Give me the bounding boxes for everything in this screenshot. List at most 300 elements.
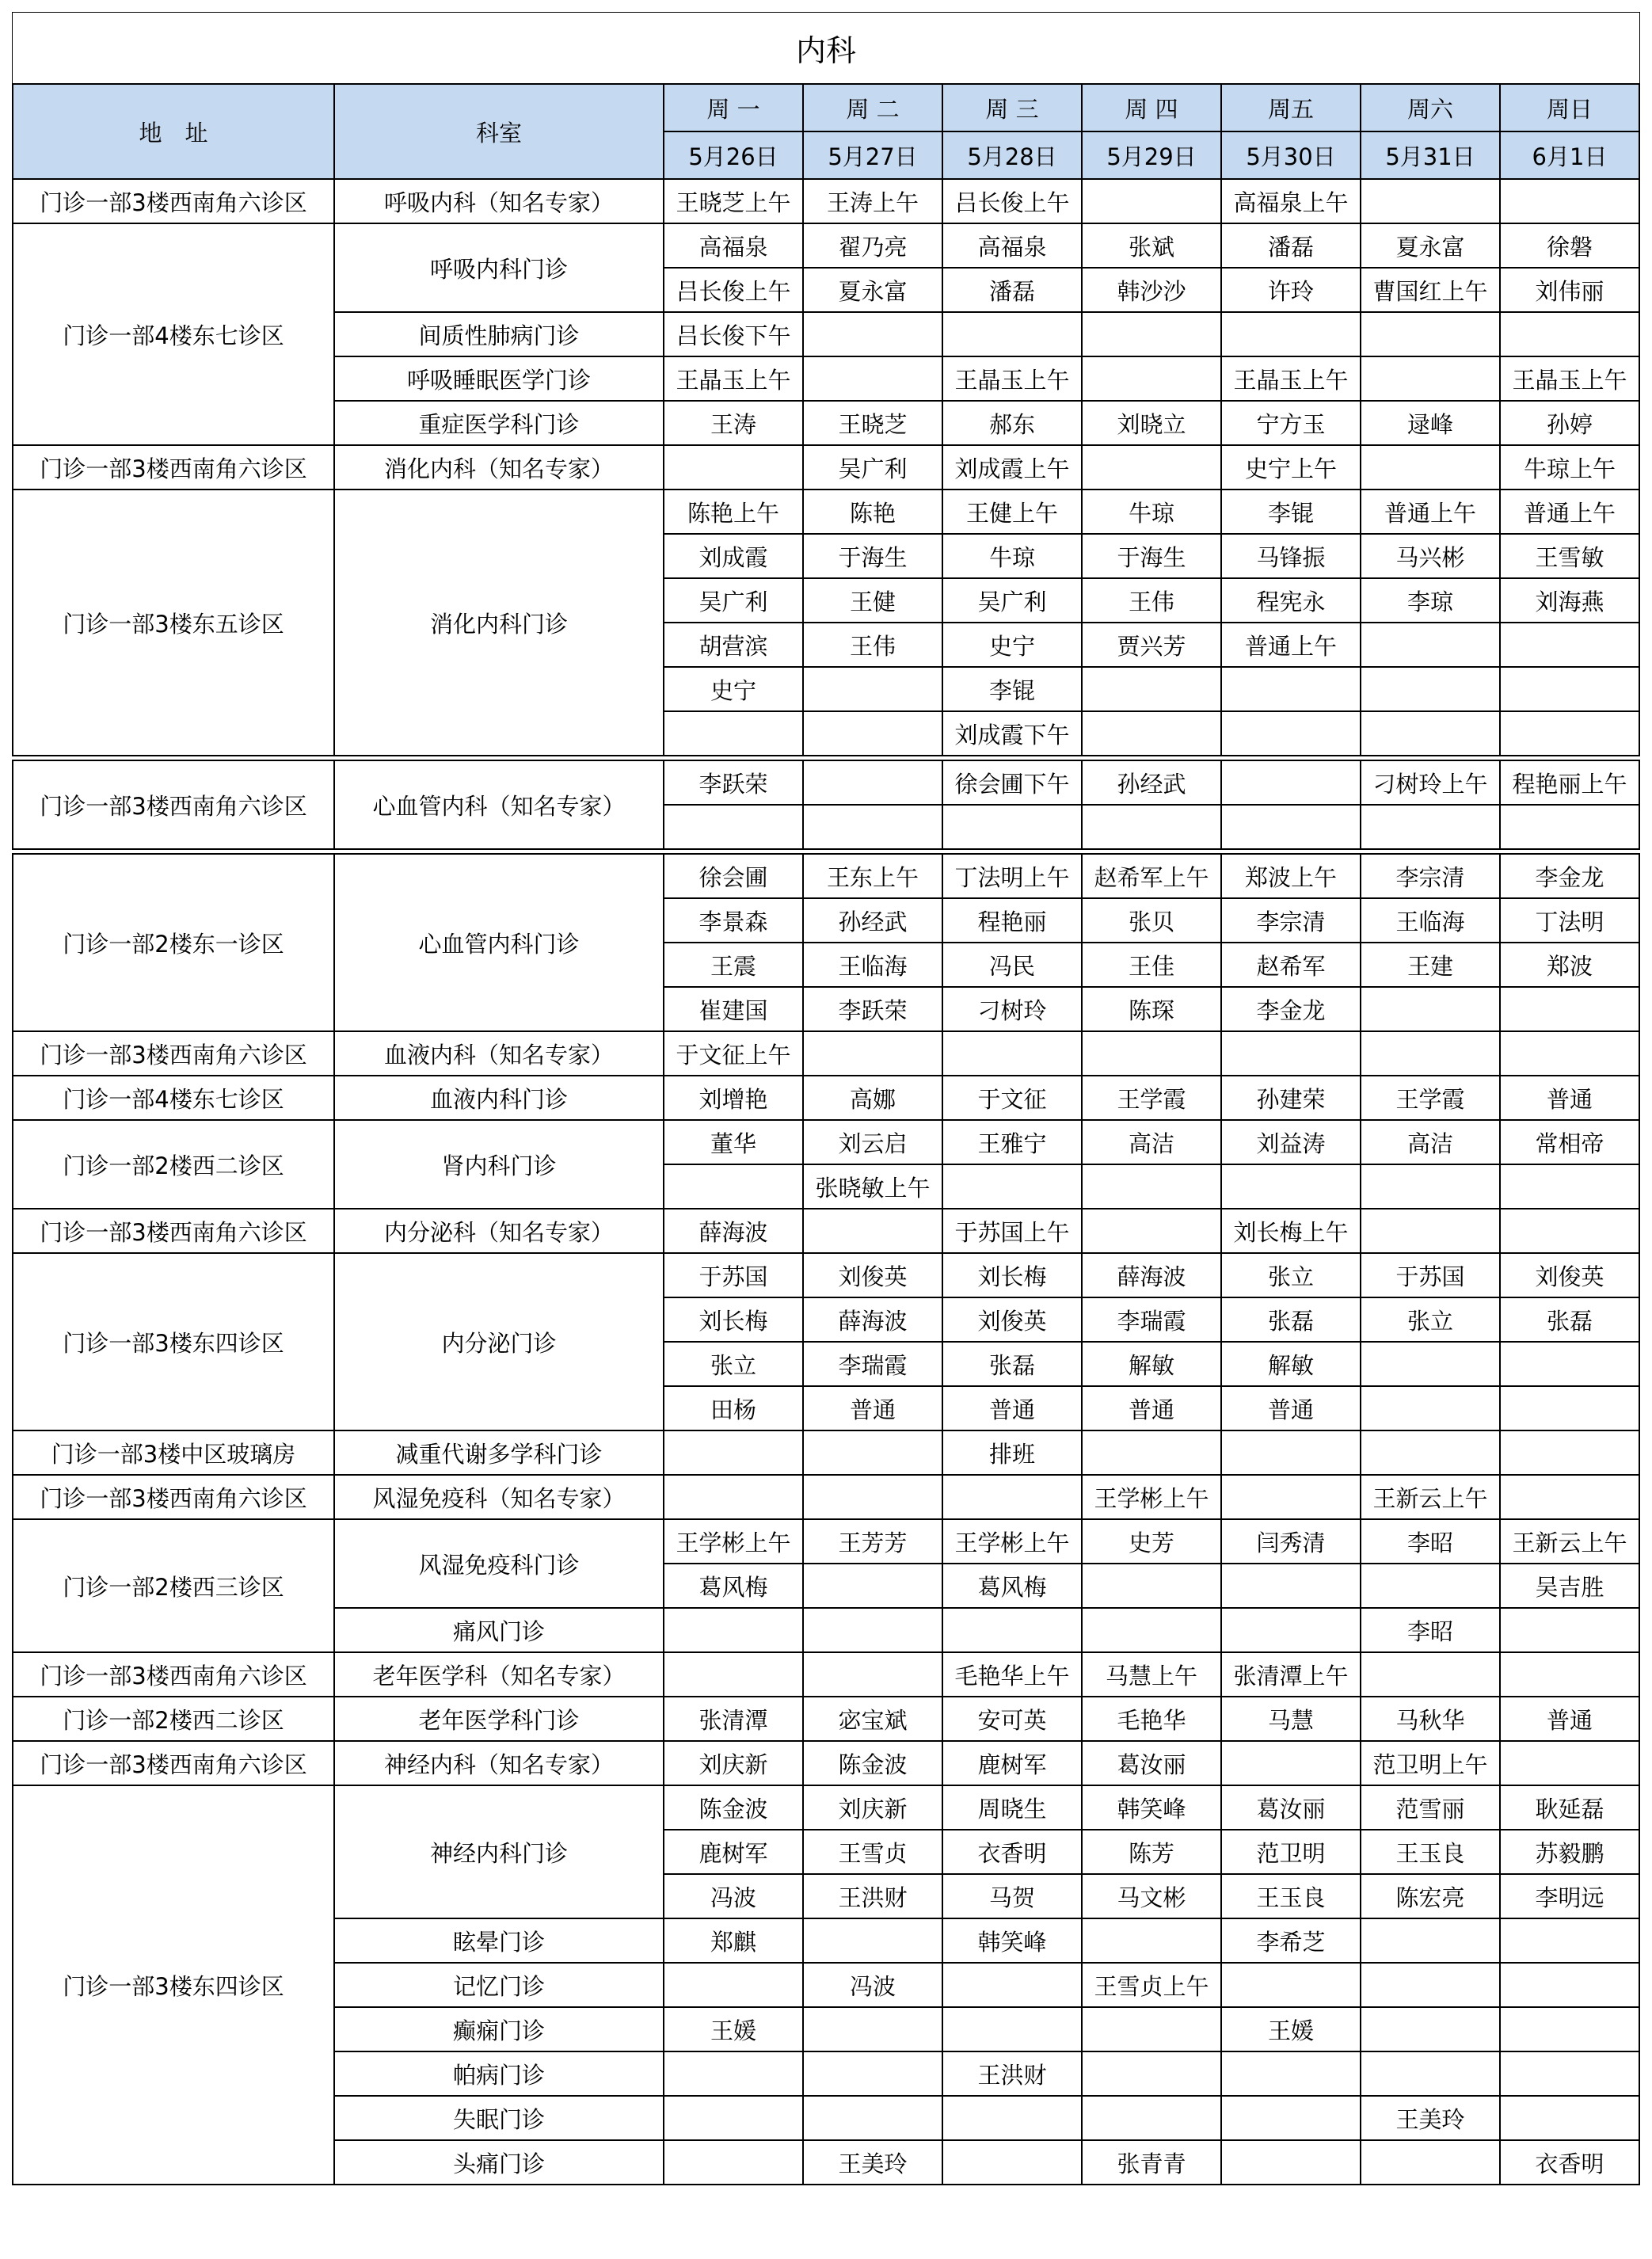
department-cell: 减重代谢多学科门诊 bbox=[334, 1430, 664, 1475]
doctor-cell: 常相帝 bbox=[1500, 1120, 1639, 1164]
doctor-cell: 逯峰 bbox=[1361, 401, 1500, 445]
weekday-header: 周五 bbox=[1221, 84, 1361, 131]
doctor-cell bbox=[803, 711, 942, 756]
doctor-cell: 孙经武 bbox=[1082, 760, 1221, 805]
doctor-cell: 刁树玲 bbox=[942, 987, 1082, 1031]
doctor-cell bbox=[1221, 711, 1361, 756]
doctor-cell: 刘俊英 bbox=[1500, 1253, 1639, 1297]
doctor-cell: 毛艳华 bbox=[1082, 1697, 1221, 1741]
doctor-cell: 王晶玉上午 bbox=[1221, 356, 1361, 401]
doctor-cell bbox=[1361, 711, 1500, 756]
doctor-cell bbox=[664, 1430, 803, 1475]
doctor-cell: 刘成霞上午 bbox=[942, 445, 1082, 490]
address-cell: 门诊一部3楼西南角六诊区 bbox=[13, 1031, 334, 1076]
doctor-cell: 史宁 bbox=[664, 667, 803, 711]
doctor-cell bbox=[1361, 1342, 1500, 1386]
doctor-cell: 郝东 bbox=[942, 401, 1082, 445]
doctor-cell: 马锋振 bbox=[1221, 534, 1361, 578]
doctor-cell: 高洁 bbox=[1361, 1120, 1500, 1164]
doctor-cell bbox=[803, 2051, 942, 2096]
doctor-cell bbox=[942, 1164, 1082, 1209]
department-cell: 重症医学科门诊 bbox=[334, 401, 664, 445]
doctor-cell: 陈金波 bbox=[803, 1741, 942, 1785]
doctor-cell: 刘增艳 bbox=[664, 1076, 803, 1120]
doctor-cell: 刘海燕 bbox=[1500, 578, 1639, 623]
table-row bbox=[13, 1697, 1639, 1741]
doctor-cell: 张磊 bbox=[1500, 1297, 1639, 1342]
doctor-cell: 薛海波 bbox=[803, 1297, 942, 1342]
doctor-cell: 于文征 bbox=[942, 1076, 1082, 1120]
doctor-cell bbox=[664, 805, 803, 849]
doctor-cell bbox=[1361, 1652, 1500, 1697]
doctor-cell bbox=[664, 2096, 803, 2140]
address-cell: 门诊一部3楼西南角六诊区 bbox=[13, 445, 334, 490]
doctor-cell: 王玉良 bbox=[1361, 1830, 1500, 1874]
doctor-cell: 马慧 bbox=[1221, 1697, 1361, 1741]
doctor-cell bbox=[1082, 445, 1221, 490]
doctor-cell bbox=[1500, 2007, 1639, 2051]
doctor-cell bbox=[803, 356, 942, 401]
doctor-cell: 高洁 bbox=[1082, 1120, 1221, 1164]
doctor-cell bbox=[942, 312, 1082, 356]
doctor-cell: 宓宝斌 bbox=[803, 1697, 942, 1741]
doctor-cell: 潘磊 bbox=[1221, 223, 1361, 268]
table-row bbox=[13, 1519, 1639, 1564]
doctor-cell: 王芳芳 bbox=[803, 1519, 942, 1564]
doctor-cell: 吴吉胜 bbox=[1500, 1564, 1639, 1608]
doctor-cell bbox=[1361, 1164, 1500, 1209]
doctor-cell: 翟乃亮 bbox=[803, 223, 942, 268]
department-cell: 老年医学科门诊 bbox=[334, 1697, 664, 1741]
doctor-cell: 王学霞 bbox=[1082, 1076, 1221, 1120]
doctor-cell bbox=[1361, 805, 1500, 849]
doctor-cell: 孙婷 bbox=[1500, 401, 1639, 445]
doctor-cell bbox=[1361, 1209, 1500, 1253]
doctor-cell bbox=[803, 1209, 942, 1253]
doctor-cell: 贾兴芳 bbox=[1082, 623, 1221, 667]
doctor-cell bbox=[803, 2007, 942, 2051]
doctor-cell: 王学彬上午 bbox=[664, 1519, 803, 1564]
doctor-cell bbox=[1500, 1031, 1639, 1076]
doctor-cell: 高福泉 bbox=[942, 223, 1082, 268]
weekday-row bbox=[13, 84, 1639, 131]
table-row bbox=[13, 1031, 1639, 1076]
doctor-cell: 李琼 bbox=[1361, 578, 1500, 623]
weekday-header: 周 二 bbox=[803, 84, 942, 131]
department-cell: 心血管内科门诊 bbox=[334, 854, 664, 1031]
doctor-cell bbox=[942, 2007, 1082, 2051]
doctor-cell: 于文征上午 bbox=[664, 1031, 803, 1076]
doctor-cell bbox=[1500, 1164, 1639, 1209]
doctor-cell: 鹿树军 bbox=[664, 1830, 803, 1874]
doctor-cell: 刘云启 bbox=[803, 1120, 942, 1164]
doctor-cell bbox=[1361, 1564, 1500, 1608]
department-cell: 痛风门诊 bbox=[334, 1608, 664, 1652]
doctor-cell bbox=[1361, 1918, 1500, 1963]
doctor-cell: 于苏国 bbox=[1361, 1253, 1500, 1297]
weekday-header: 周六 bbox=[1361, 84, 1500, 131]
doctor-cell bbox=[664, 445, 803, 490]
doctor-cell: 马兴彬 bbox=[1361, 534, 1500, 578]
doctor-cell bbox=[1500, 179, 1639, 223]
doctor-cell: 张青青 bbox=[1082, 2140, 1221, 2185]
department-cell: 血液内科（知名专家） bbox=[334, 1031, 664, 1076]
table-row bbox=[13, 1120, 1639, 1164]
doctor-cell: 韩沙沙 bbox=[1082, 268, 1221, 312]
doctor-cell bbox=[1221, 1963, 1361, 2007]
doctor-cell bbox=[1221, 1031, 1361, 1076]
doctor-cell: 刘长梅上午 bbox=[1221, 1209, 1361, 1253]
schedule-body bbox=[13, 179, 1639, 2185]
doctor-cell bbox=[1500, 2096, 1639, 2140]
doctor-cell: 范卫明 bbox=[1221, 1830, 1361, 1874]
doctor-cell: 刘伟丽 bbox=[1500, 268, 1639, 312]
department-cell: 间质性肺病门诊 bbox=[334, 312, 664, 356]
department-cell: 神经内科门诊 bbox=[334, 1785, 664, 1918]
doctor-cell bbox=[664, 1475, 803, 1519]
table-row bbox=[13, 179, 1639, 223]
doctor-cell: 解敏 bbox=[1221, 1342, 1361, 1386]
doctor-cell: 郑波上午 bbox=[1221, 854, 1361, 898]
table-row bbox=[13, 1253, 1639, 1297]
address-cell: 门诊一部2楼西二诊区 bbox=[13, 1120, 334, 1209]
doctor-cell: 王美玲 bbox=[803, 2140, 942, 2185]
table-row bbox=[13, 1652, 1639, 1697]
table-row bbox=[13, 1475, 1639, 1519]
date-header: 5月29日 bbox=[1082, 131, 1221, 179]
doctor-cell bbox=[1500, 1608, 1639, 1652]
doctor-cell: 张清潭上午 bbox=[1221, 1652, 1361, 1697]
doctor-cell bbox=[1500, 312, 1639, 356]
doctor-cell bbox=[1082, 2051, 1221, 2096]
doctor-cell bbox=[1221, 1430, 1361, 1475]
doctor-cell: 李宗清 bbox=[1221, 898, 1361, 943]
doctor-cell bbox=[1082, 1209, 1221, 1253]
doctor-cell: 牛琼 bbox=[942, 534, 1082, 578]
doctor-cell: 王学霞 bbox=[1361, 1076, 1500, 1120]
doctor-cell: 李跃荣 bbox=[664, 760, 803, 805]
doctor-cell: 王佳 bbox=[1082, 943, 1221, 987]
doctor-cell bbox=[1221, 1164, 1361, 1209]
doctor-cell: 马文彬 bbox=[1082, 1874, 1221, 1918]
table-row bbox=[13, 1430, 1639, 1475]
doctor-cell: 王健上午 bbox=[942, 490, 1082, 534]
doctor-cell: 王晶玉上午 bbox=[664, 356, 803, 401]
doctor-cell: 葛汝丽 bbox=[1221, 1785, 1361, 1830]
doctor-cell: 张磊 bbox=[1221, 1297, 1361, 1342]
doctor-cell: 王晶玉上午 bbox=[1500, 356, 1639, 401]
doctor-cell: 赵希军 bbox=[1221, 943, 1361, 987]
doctor-cell: 葛汝丽 bbox=[1082, 1741, 1221, 1785]
doctor-cell: 鹿树军 bbox=[942, 1741, 1082, 1785]
doctor-cell: 刘长梅 bbox=[664, 1297, 803, 1342]
doctor-cell: 于海生 bbox=[1082, 534, 1221, 578]
doctor-cell bbox=[942, 1475, 1082, 1519]
doctor-cell: 宁方玉 bbox=[1221, 401, 1361, 445]
doctor-cell: 普通 bbox=[942, 1386, 1082, 1430]
doctor-cell bbox=[1361, 1430, 1500, 1475]
doctor-cell: 李金龙 bbox=[1500, 854, 1639, 898]
doctor-cell: 史芳 bbox=[1082, 1519, 1221, 1564]
doctor-cell: 毛艳华上午 bbox=[942, 1652, 1082, 1697]
table-row bbox=[13, 1209, 1639, 1253]
doctor-cell bbox=[803, 1430, 942, 1475]
date-header: 6月1日 bbox=[1500, 131, 1639, 179]
doctor-cell bbox=[1082, 1564, 1221, 1608]
doctor-cell bbox=[1221, 805, 1361, 849]
doctor-cell: 陈艳上午 bbox=[664, 490, 803, 534]
doctor-cell: 马慧上午 bbox=[1082, 1652, 1221, 1697]
doctor-cell bbox=[803, 1475, 942, 1519]
doctor-cell: 张立 bbox=[664, 1342, 803, 1386]
table-row bbox=[13, 760, 1639, 805]
doctor-cell bbox=[1500, 805, 1639, 849]
doctor-cell: 史宁上午 bbox=[1221, 445, 1361, 490]
date-header: 5月27日 bbox=[803, 131, 942, 179]
department-cell: 内分泌门诊 bbox=[334, 1253, 664, 1430]
doctor-cell: 刘成霞 bbox=[664, 534, 803, 578]
department-cell: 眩晕门诊 bbox=[334, 1918, 664, 1963]
table-row bbox=[13, 1741, 1639, 1785]
doctor-cell bbox=[803, 1608, 942, 1652]
address-cell: 门诊一部4楼东七诊区 bbox=[13, 1076, 334, 1120]
doctor-cell bbox=[1500, 1209, 1639, 1253]
doctor-cell: 王雪贞上午 bbox=[1082, 1963, 1221, 2007]
doctor-cell: 李景森 bbox=[664, 898, 803, 943]
doctor-cell bbox=[664, 1164, 803, 1209]
doctor-cell bbox=[1082, 2096, 1221, 2140]
weekday-header: 周 三 bbox=[942, 84, 1082, 131]
doctor-cell bbox=[803, 805, 942, 849]
address-cell: 门诊一部3楼西南角六诊区 bbox=[13, 1652, 334, 1697]
doctor-cell: 张立 bbox=[1361, 1297, 1500, 1342]
doctor-cell: 夏永富 bbox=[1361, 223, 1500, 268]
doctor-cell bbox=[1500, 1430, 1639, 1475]
doctor-cell bbox=[1361, 312, 1500, 356]
doctor-cell bbox=[1500, 1342, 1639, 1386]
department-cell: 肾内科门诊 bbox=[334, 1120, 664, 1209]
doctor-cell bbox=[942, 2096, 1082, 2140]
doctor-cell: 苏毅鹏 bbox=[1500, 1830, 1639, 1874]
department-cell: 血液内科门诊 bbox=[334, 1076, 664, 1120]
doctor-cell: 范雪丽 bbox=[1361, 1785, 1500, 1830]
address-cell: 门诊一部3楼西南角六诊区 bbox=[13, 1741, 334, 1785]
department-cell: 失眠门诊 bbox=[334, 2096, 664, 2140]
department-cell: 消化内科门诊 bbox=[334, 490, 664, 756]
doctor-cell: 李跃荣 bbox=[803, 987, 942, 1031]
doctor-cell: 刘庆新 bbox=[664, 1741, 803, 1785]
address-cell: 门诊一部4楼东七诊区 bbox=[13, 223, 334, 445]
address-cell: 门诊一部3楼西南角六诊区 bbox=[13, 1209, 334, 1253]
doctor-cell: 韩笑峰 bbox=[1082, 1785, 1221, 1830]
doctor-cell: 吕长俊下午 bbox=[664, 312, 803, 356]
department-cell: 老年医学科（知名专家） bbox=[334, 1652, 664, 1697]
doctor-cell: 张清潭 bbox=[664, 1697, 803, 1741]
doctor-cell: 张贝 bbox=[1082, 898, 1221, 943]
doctor-cell bbox=[1221, 2051, 1361, 2096]
doctor-cell: 程宪永 bbox=[1221, 578, 1361, 623]
department-cell: 癫痫门诊 bbox=[334, 2007, 664, 2051]
address-cell: 门诊一部3楼西南角六诊区 bbox=[13, 760, 334, 849]
table-row bbox=[13, 854, 1639, 898]
address-cell: 门诊一部3楼西南角六诊区 bbox=[13, 1475, 334, 1519]
department-cell: 心血管内科（知名专家） bbox=[334, 760, 664, 849]
doctor-cell: 普通 bbox=[1500, 1076, 1639, 1120]
doctor-cell bbox=[1500, 1475, 1639, 1519]
doctor-cell: 王雅宁 bbox=[942, 1120, 1082, 1164]
doctor-cell: 王伟 bbox=[1082, 578, 1221, 623]
doctor-cell: 耿延磊 bbox=[1500, 1785, 1639, 1830]
doctor-cell bbox=[1361, 2051, 1500, 2096]
department-cell: 记忆门诊 bbox=[334, 1963, 664, 2007]
doctor-cell bbox=[1221, 1475, 1361, 1519]
doctor-cell: 刁树玲上午 bbox=[1361, 760, 1500, 805]
department-cell: 风湿免疫科（知名专家） bbox=[334, 1475, 664, 1519]
doctor-cell: 潘磊 bbox=[942, 268, 1082, 312]
doctor-cell: 周晓生 bbox=[942, 1785, 1082, 1830]
doctor-cell bbox=[1082, 1164, 1221, 1209]
doctor-cell: 许玲 bbox=[1221, 268, 1361, 312]
department-cell: 消化内科（知名专家） bbox=[334, 445, 664, 490]
address-cell: 门诊一部2楼东一诊区 bbox=[13, 854, 334, 1031]
doctor-cell bbox=[803, 667, 942, 711]
doctor-cell: 李锟 bbox=[1221, 490, 1361, 534]
schedule-table bbox=[12, 83, 1640, 2185]
doctor-cell bbox=[942, 2140, 1082, 2185]
doctor-cell: 赵希军上午 bbox=[1082, 854, 1221, 898]
schedule-sheet bbox=[12, 12, 1640, 2185]
doctor-cell: 孙经武 bbox=[803, 898, 942, 943]
doctor-cell bbox=[942, 805, 1082, 849]
doctor-cell: 张斌 bbox=[1082, 223, 1221, 268]
doctor-cell bbox=[1221, 1564, 1361, 1608]
doctor-cell: 徐会圃下午 bbox=[942, 760, 1082, 805]
doctor-cell bbox=[664, 1652, 803, 1697]
page-title: 内科 bbox=[12, 12, 1640, 83]
doctor-cell: 王媛 bbox=[1221, 2007, 1361, 2051]
address-cell: 门诊一部3楼东五诊区 bbox=[13, 490, 334, 756]
doctor-cell: 高娜 bbox=[803, 1076, 942, 1120]
doctor-cell: 王雪敏 bbox=[1500, 534, 1639, 578]
doctor-cell bbox=[1500, 1652, 1639, 1697]
doctor-cell: 普通 bbox=[1500, 1697, 1639, 1741]
department-cell: 内分泌科（知名专家） bbox=[334, 1209, 664, 1253]
doctor-cell bbox=[1361, 623, 1500, 667]
doctor-cell bbox=[1500, 1963, 1639, 2007]
table-row bbox=[13, 1076, 1639, 1120]
doctor-cell bbox=[1500, 623, 1639, 667]
doctor-cell bbox=[1082, 2007, 1221, 2051]
doctor-cell: 王伟 bbox=[803, 623, 942, 667]
doctor-cell bbox=[1221, 312, 1361, 356]
doctor-cell bbox=[1082, 356, 1221, 401]
doctor-cell bbox=[803, 1031, 942, 1076]
doctor-cell: 郑波 bbox=[1500, 943, 1639, 987]
address-cell: 门诊一部2楼西三诊区 bbox=[13, 1519, 334, 1652]
doctor-cell: 解敏 bbox=[1082, 1342, 1221, 1386]
doctor-cell: 夏永富 bbox=[803, 268, 942, 312]
doctor-cell bbox=[1221, 1608, 1361, 1652]
doctor-cell bbox=[803, 1918, 942, 1963]
doctor-cell bbox=[1500, 667, 1639, 711]
doctor-cell: 王学彬上午 bbox=[942, 1519, 1082, 1564]
doctor-cell bbox=[803, 2096, 942, 2140]
address-cell: 门诊一部2楼西二诊区 bbox=[13, 1697, 334, 1741]
doctor-cell bbox=[803, 1564, 942, 1608]
doctor-cell: 陈艳 bbox=[803, 490, 942, 534]
doctor-cell: 陈宏亮 bbox=[1361, 1874, 1500, 1918]
doctor-cell bbox=[1082, 805, 1221, 849]
doctor-cell: 王健 bbox=[803, 578, 942, 623]
doctor-cell bbox=[1361, 356, 1500, 401]
doctor-cell: 冯波 bbox=[803, 1963, 942, 2007]
doctor-cell bbox=[1221, 667, 1361, 711]
doctor-cell: 王震 bbox=[664, 943, 803, 987]
doctor-cell: 闫秀清 bbox=[1221, 1519, 1361, 1564]
doctor-cell bbox=[1361, 667, 1500, 711]
doctor-cell bbox=[1361, 2140, 1500, 2185]
doctor-cell: 徐会圃 bbox=[664, 854, 803, 898]
doctor-cell: 董华 bbox=[664, 1120, 803, 1164]
doctor-cell: 王临海 bbox=[803, 943, 942, 987]
doctor-cell: 徐磐 bbox=[1500, 223, 1639, 268]
doctor-cell bbox=[1082, 711, 1221, 756]
department-cell: 头痛门诊 bbox=[334, 2140, 664, 2185]
doctor-cell: 王新云上午 bbox=[1361, 1475, 1500, 1519]
doctor-cell: 普通 bbox=[803, 1386, 942, 1430]
address-cell: 门诊一部3楼东四诊区 bbox=[13, 1785, 334, 2185]
doctor-cell bbox=[1082, 1031, 1221, 1076]
doctor-cell: 于海生 bbox=[803, 534, 942, 578]
department-cell: 呼吸内科（知名专家） bbox=[334, 179, 664, 223]
doctor-cell: 李瑞霞 bbox=[1082, 1297, 1221, 1342]
doctor-cell bbox=[1500, 987, 1639, 1031]
doctor-cell: 牛琼上午 bbox=[1500, 445, 1639, 490]
doctor-cell: 于苏国 bbox=[664, 1253, 803, 1297]
date-header: 5月30日 bbox=[1221, 131, 1361, 179]
doctor-cell: 刘庆新 bbox=[803, 1785, 942, 1830]
doctor-cell: 高福泉 bbox=[664, 223, 803, 268]
table-row bbox=[13, 445, 1639, 490]
department-header: 科室 bbox=[334, 84, 664, 179]
department-cell: 神经内科（知名专家） bbox=[334, 1741, 664, 1785]
doctor-cell bbox=[1361, 987, 1500, 1031]
doctor-cell: 田杨 bbox=[664, 1386, 803, 1430]
weekday-header: 周日 bbox=[1500, 84, 1639, 131]
doctor-cell bbox=[803, 1652, 942, 1697]
doctor-cell: 陈芳 bbox=[1082, 1830, 1221, 1874]
doctor-cell bbox=[1221, 1741, 1361, 1785]
doctor-cell: 于苏国上午 bbox=[942, 1209, 1082, 1253]
date-header: 5月31日 bbox=[1361, 131, 1500, 179]
doctor-cell: 刘晓立 bbox=[1082, 401, 1221, 445]
doctor-cell: 普通 bbox=[1082, 1386, 1221, 1430]
doctor-cell: 郑麒 bbox=[664, 1918, 803, 1963]
doctor-cell: 高福泉上午 bbox=[1221, 179, 1361, 223]
doctor-cell bbox=[942, 1031, 1082, 1076]
doctor-cell: 李宗清 bbox=[1361, 854, 1500, 898]
doctor-cell: 普通上午 bbox=[1221, 623, 1361, 667]
doctor-cell bbox=[664, 1963, 803, 2007]
doctor-cell: 王洪财 bbox=[942, 2051, 1082, 2096]
doctor-cell bbox=[1500, 1918, 1639, 1963]
doctor-cell: 王涛 bbox=[664, 401, 803, 445]
doctor-cell bbox=[664, 2051, 803, 2096]
doctor-cell: 陈金波 bbox=[664, 1785, 803, 1830]
doctor-cell: 吴广利 bbox=[664, 578, 803, 623]
doctor-cell: 薛海波 bbox=[1082, 1253, 1221, 1297]
doctor-cell: 李瑞霞 bbox=[803, 1342, 942, 1386]
